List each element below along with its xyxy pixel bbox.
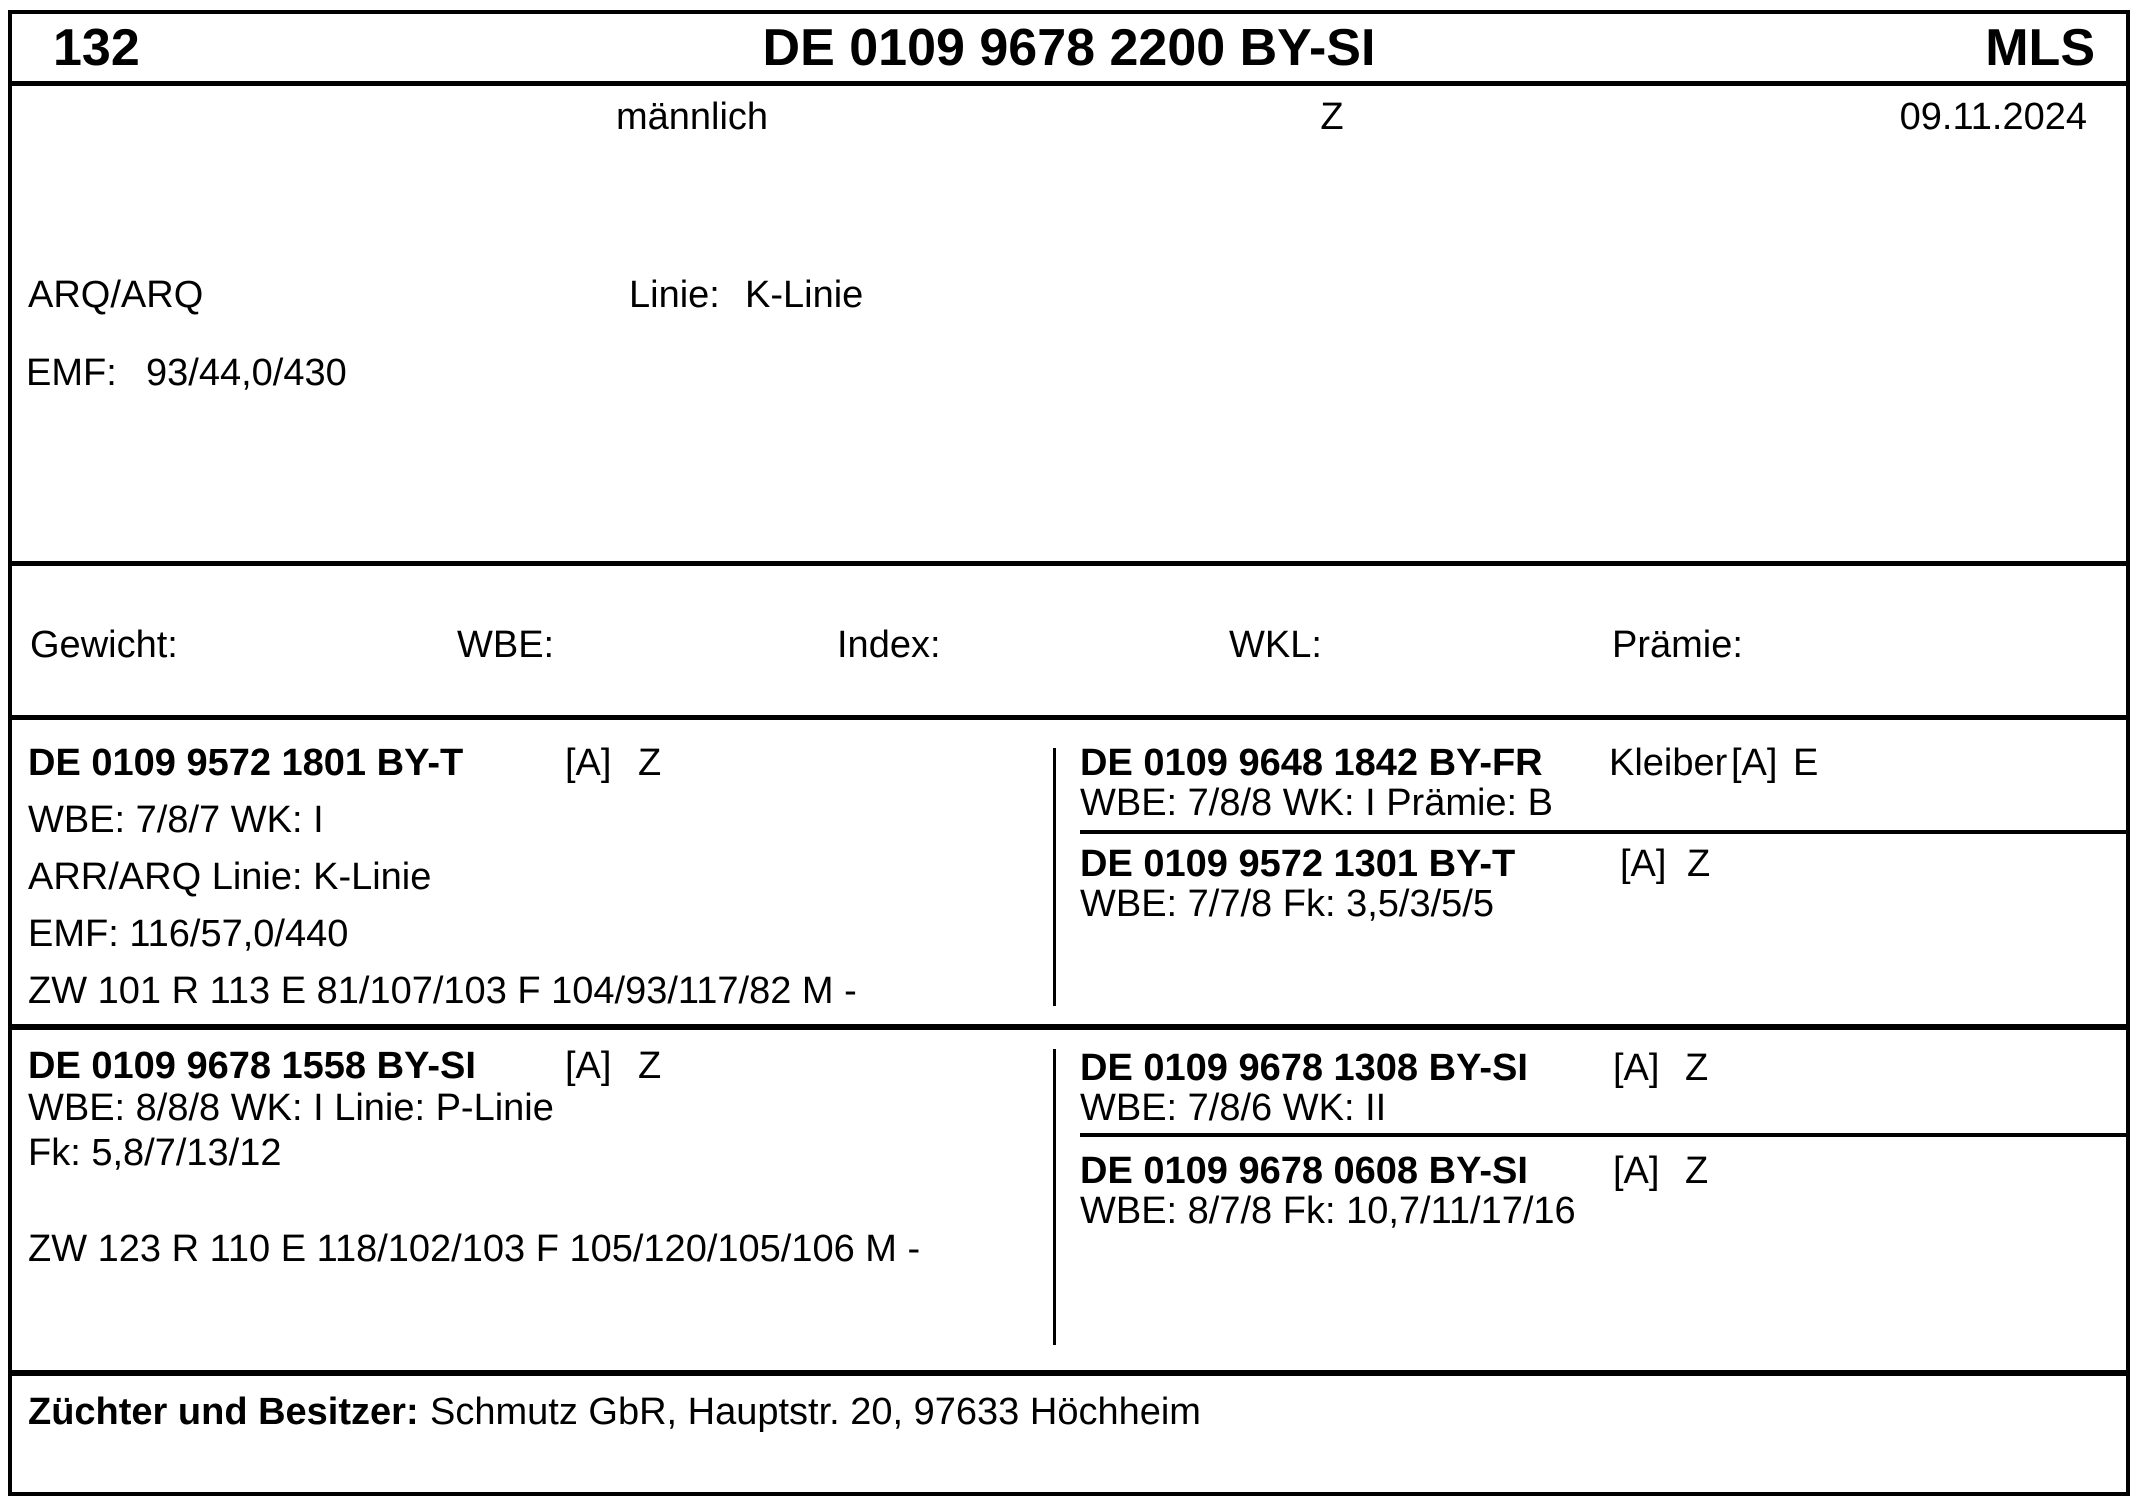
pedigree-mid-divider bbox=[12, 1024, 2126, 1030]
sire-wbe-line: WBE: 7/8/7 WK: I bbox=[28, 799, 324, 841]
sire-emf-line: EMF: 116/57,0/440 bbox=[28, 913, 349, 955]
dam-fk-line: Fk: 5,8/7/13/12 bbox=[28, 1132, 282, 1174]
dam-dam-wbe-line: WBE: 8/7/8 Fk: 10,7/11/17/16 bbox=[1080, 1190, 1576, 1232]
pedigree-column-divider-top bbox=[1053, 748, 1056, 1006]
line-label: Linie: bbox=[629, 274, 720, 316]
dam-code: Z bbox=[638, 1045, 662, 1087]
emf-label: EMF: bbox=[26, 352, 117, 394]
dam-sire-id: DE 0109 9678 1308 BY-SI bbox=[1080, 1047, 1528, 1089]
pedigree-top-divider bbox=[12, 715, 2126, 720]
sire-dam-wbe-line: WBE: 7/7/8 Fk: 3,5/3/5/5 bbox=[1080, 883, 1494, 925]
animal-id-title: DE 0109 9678 2200 BY-SI bbox=[762, 19, 1376, 77]
footer-top-divider bbox=[12, 1370, 2126, 1376]
genotype-value: ARQ/ARQ bbox=[28, 274, 204, 316]
sire-zw-line: ZW 101 R 113 E 81/107/103 F 104/93/117/82 M - bbox=[28, 970, 857, 1012]
org-label: MLS bbox=[1985, 19, 2095, 77]
sire-sire-code: E bbox=[1793, 742, 1819, 784]
header-divider bbox=[12, 81, 2126, 86]
sire-sire-tag: [A] bbox=[1731, 742, 1778, 784]
line-value: K-Linie bbox=[745, 274, 864, 316]
dam-ancestors-divider bbox=[1080, 1133, 2126, 1137]
sire-sire-id: DE 0109 9648 1842 BY-FR bbox=[1080, 742, 1543, 784]
sire-ancestors-divider bbox=[1080, 830, 2126, 834]
breeder-owner-value: Schmutz GbR, Hauptstr. 20, 97633 Höchheim bbox=[430, 1391, 1201, 1433]
measure-label-wbe: WBE: bbox=[457, 624, 555, 666]
date-label: 09.11.2024 bbox=[1899, 96, 2087, 138]
dam-zw-line: ZW 123 R 110 E 118/102/103 F 105/120/105/106 M - bbox=[28, 1228, 921, 1270]
dam-sire-code: Z bbox=[1685, 1047, 1709, 1089]
dam-dam-tag: [A] bbox=[1613, 1150, 1660, 1192]
sire-genotype-line: ARR/ARQ Linie: K-Linie bbox=[28, 856, 432, 898]
sex-label: männlich bbox=[615, 96, 769, 138]
dam-wbe-line: WBE: 8/8/8 WK: I Linie: P-Linie bbox=[28, 1087, 554, 1129]
measure-label-wkl: WKL: bbox=[1229, 624, 1322, 666]
dam-sire-wbe-line: WBE: 7/8/6 WK: II bbox=[1080, 1087, 1387, 1129]
emf-value: 93/44,0/430 bbox=[146, 352, 347, 394]
measure-label-gewicht: Gewicht: bbox=[30, 624, 178, 666]
dam-tag: [A] bbox=[565, 1045, 612, 1087]
sire-sire-wbe-line: WBE: 7/8/8 WK: I Prämie: B bbox=[1080, 782, 1554, 824]
dam-dam-id: DE 0109 9678 0608 BY-SI bbox=[1080, 1150, 1528, 1192]
measure-label-praemie: Prämie: bbox=[1612, 624, 1743, 666]
dam-sire-tag: [A] bbox=[1613, 1047, 1660, 1089]
sire-id: DE 0109 9572 1801 BY-T bbox=[28, 742, 464, 784]
measures-top-divider bbox=[12, 561, 2126, 566]
dam-id: DE 0109 9678 1558 BY-SI bbox=[28, 1045, 476, 1087]
sire-dam-tag: [A] bbox=[1620, 843, 1667, 885]
sire-dam-code: Z bbox=[1687, 843, 1711, 885]
use-code: Z bbox=[1320, 96, 1344, 138]
lot-number: 132 bbox=[53, 19, 140, 77]
pedigree-column-divider-bottom bbox=[1053, 1049, 1056, 1345]
sire-dam-id: DE 0109 9572 1301 BY-T bbox=[1080, 843, 1516, 885]
sire-code: Z bbox=[638, 742, 662, 784]
measure-label-index: Index: bbox=[837, 624, 941, 666]
sire-tag: [A] bbox=[565, 742, 612, 784]
sire-sire-name: Kleiber bbox=[1609, 742, 1728, 784]
breeder-owner-label: Züchter und Besitzer: bbox=[28, 1391, 419, 1433]
dam-dam-code: Z bbox=[1685, 1150, 1709, 1192]
